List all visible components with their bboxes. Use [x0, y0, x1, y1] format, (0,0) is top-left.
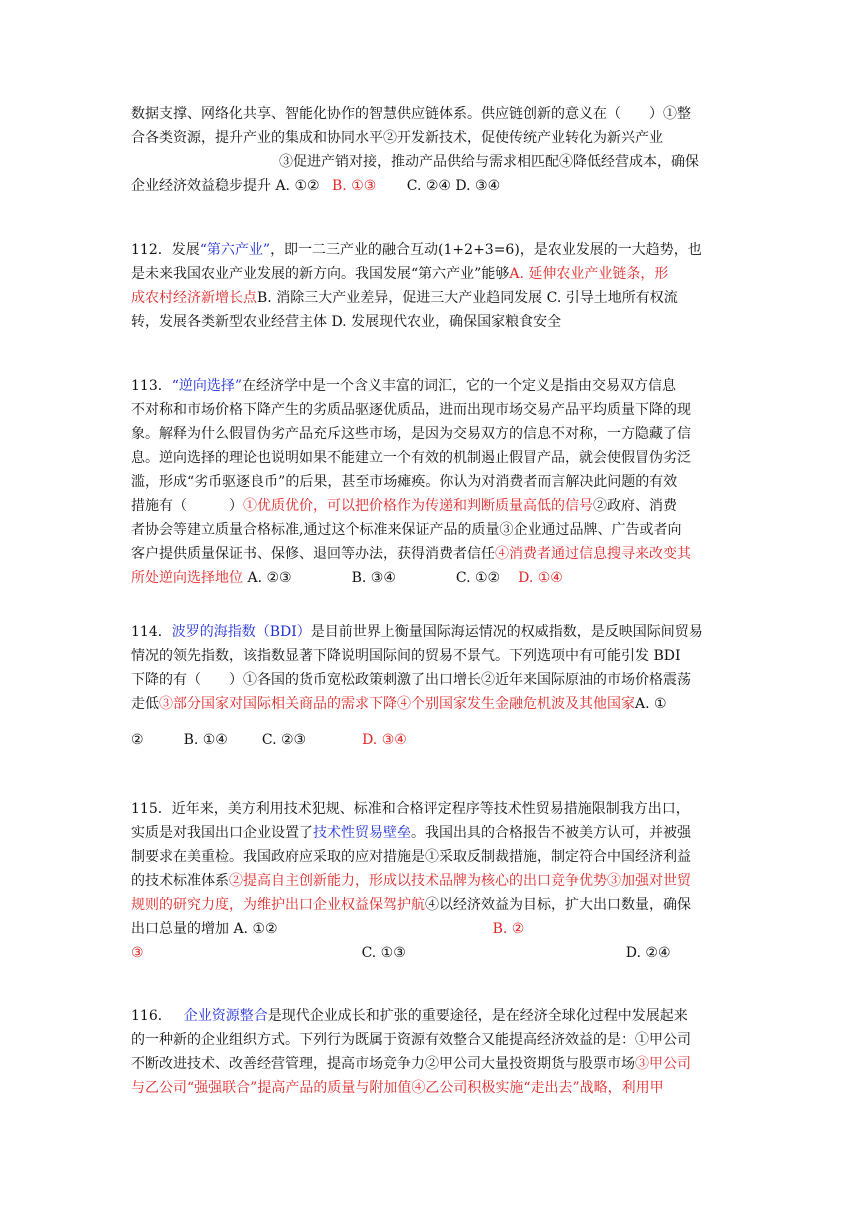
question-113-option-b: B. ③④: [351, 570, 396, 586]
question-113: [131, 374, 731, 590]
question-113-line-2: 不对称和市场价格下降产生的劣质品驱逐优质品，进而出现市场交易产品平均质量下降的现: [131, 402, 691, 418]
question-113-line-6: [131, 494, 731, 518]
question-114-option-b: B. ①④: [183, 732, 228, 748]
question-113-term: “逆向选择”: [171, 378, 243, 394]
question-112-term: “第六产业”: [199, 242, 271, 258]
question-113-line-4: 息。逆向选择的理论也说明如果不能建立一个有效的机制遏止假冒产品，就会使假冒伪劣泛: [131, 450, 691, 466]
question-115-line-4: [131, 869, 731, 893]
question-114-line-4: [131, 692, 731, 716]
question-111-answer-b: B. ①③: [332, 178, 377, 194]
question-114-option-a: A. ①: [635, 696, 667, 712]
question-113-choice-4: ④消费者通过信息搜寻来改变其: [495, 546, 691, 562]
question-113-choice-1: ①优质优价，可以把价格作为传递和判断质量高低的信号: [243, 498, 593, 514]
question-114-line-1: [131, 620, 731, 644]
question-113-option-c: C. ①②: [455, 570, 501, 586]
question-115: [131, 797, 731, 965]
question-113-answer-d: D. ①④: [518, 570, 563, 586]
question-112-number: 112．发展: [131, 242, 200, 258]
question-113-blank: 措施有（ ）: [131, 498, 243, 514]
question-113-number: 113．: [131, 378, 172, 394]
question-114-choice-3-4: ③部分国家对国际相关商品的需求下降④个别国家发生金融危机波及其他国家: [159, 696, 635, 712]
question-115-option-d: D. ②④: [625, 945, 671, 961]
question-115-choice-2-3: ②提高自主创新能力，形成以技术品牌为核心的出口竞争优势③加强对世贸: [229, 873, 691, 889]
question-111-line-3: ③促进产销对接，推动产品供给与需求相匹配④降低经营成本，确保: [279, 154, 699, 170]
question-113-option-a: A. ②③: [247, 570, 292, 586]
question-116-line-3: [131, 1052, 731, 1076]
question-113-choice-3: 客户提供质量保证书、保修、退回等办法，获得消费者信任: [131, 546, 495, 562]
question-116-line-4: 与乙公司“强强联合”提高产品的质量与附加值④乙公司积极实施“走出去”战略，利用甲: [131, 1080, 664, 1096]
question-116: [131, 1004, 731, 1100]
question-116-text: 是现代企业成长和扩张的重要途径，是在经济全球化过程中发展起来: [267, 1008, 688, 1024]
question-114-line-2: 情况的领先指数，该指数显著下降说明国际间的贸易不景气。下列选项中有可能引发 BDI: [131, 648, 681, 664]
question-115-line-5: [131, 893, 731, 917]
question-115-answer-b: B. ②: [492, 921, 525, 937]
question-112-line-2: [131, 262, 731, 286]
question-112-answer-a-cont: 成农村经济新增长点: [131, 290, 257, 306]
question-116-line-1: [131, 1004, 731, 1028]
question-113-line-1: [131, 374, 731, 398]
question-112: [131, 238, 731, 334]
question-114-choice-2-cont: 走低: [131, 696, 159, 712]
question-113-line-3: 象。解释为什么假冒伪劣产品充斥这些市场，是因为交易双方的信息不对称，一方隐藏了信: [131, 426, 691, 442]
question-115-choice-3-cont: 规则的研究力度，为维护出口企业权益保驾护航: [131, 897, 425, 913]
question-111-options-a: 企业经济效益稳步提升 A. ①②: [131, 178, 320, 194]
question-115-line-1: 115．近年来，美方利用技术犯规、标准和合格评定程序等技术性贸易措施限制我方出口，: [131, 801, 690, 817]
question-114-line-5: [131, 728, 731, 752]
question-114-option-a-cont: ②: [131, 732, 144, 748]
question-114-option-c: C. ②③: [261, 732, 307, 748]
question-111-line-1: 数据支撑、网络化共享、智能化协作的智慧供应链体系。供应链创新的意义在（ ）①整: [131, 106, 691, 122]
question-114-line-3: 下降的有（ ）①各国的货币宽松政策刺激了出口增长②近年来国际原油的市场价格震荡: [131, 672, 691, 688]
question-115-stem: 实质是对我国出口企业设置了: [131, 825, 313, 841]
question-112-stem: 是未来我国农业产业发展的新方向。我国发展“第六产业”能够: [131, 266, 510, 282]
question-112-options: B. 消除三大产业差异，促进三大产业趋同发展 C. 引导土地所有权流: [257, 290, 678, 306]
question-116-term: 企业资源整合: [183, 1008, 268, 1024]
question-113-text: 在经济学中是一个含义丰富的词汇，它的一个定义是指由交易双方信息: [242, 378, 677, 394]
question-114-number: 114．: [131, 624, 172, 640]
question-114-text: 是目前世界上衡量国际海运情况的权威指数，是反映国际间贸易: [310, 624, 703, 640]
question-114-term: 波罗的海指数（BDI）: [171, 624, 311, 640]
question-113-line-9: [131, 566, 731, 590]
question-115-line-2: [131, 821, 731, 845]
question-115-option-a: 出口总量的增加 A. ①②: [131, 921, 278, 937]
question-116-line-2: 的一种新的企业组织方式。下列行为既属于资源有效整合又能提高经济效益的是：①甲公司: [131, 1032, 691, 1048]
question-113-line-8: [131, 542, 731, 566]
question-114-answer-d: D. ③④: [362, 732, 407, 748]
question-111-options-cd: C. ②④ D. ③④: [406, 178, 501, 194]
question-114: [131, 620, 731, 752]
question-116-choice-1-2: 不断改进技术、改善经营管理，提高市场竞争力②甲公司大量投资期货与股票市场: [131, 1056, 635, 1072]
question-115-term: 技术性贸易壁垒: [313, 825, 411, 841]
question-116-choice-3: ③甲公司: [635, 1056, 691, 1072]
question-113-line-5: 滥，形成“劣币驱逐良币”的后果，甚至市场瘫痪。你认为对消费者而言解决此问题的有效: [131, 474, 678, 490]
question-116-number: 116．: [131, 1008, 172, 1024]
question-115-line-7: [131, 941, 731, 965]
question-112-answer-a: A. 延伸农业产业链条，形: [509, 266, 669, 282]
question-115-option-c: C. ①③: [361, 945, 406, 961]
question-115-choice-4: ④以经济效益为目标，扩大出口数量，确保: [425, 897, 691, 913]
question-115-choice-1-cont: 的技术标准体系: [131, 873, 229, 889]
question-113-line-7: 者协会等建立质量合格标准,通过这个标准来保证产品的质量③企业通过品牌、广告或者向: [131, 522, 682, 538]
question-111: [131, 102, 731, 198]
question-112-line-3: [131, 286, 731, 310]
question-112-text: ，即一二三产业的融合互动(1+2+3=6)，是农业发展的一大趋势，也: [270, 242, 702, 258]
question-112-line-4: 转，发展各类新型农业经营主体 D. 发展现代农业，确保国家粮食安全: [131, 314, 562, 330]
question-111-line-2: 合各类资源，提升产业的集成和协同水平②开发新技术，促使传统产业转化为新兴产业: [131, 130, 663, 146]
question-115-text: 。我国出具的合格报告不被美方认可，并被强: [411, 825, 691, 841]
question-111-line-4: [131, 174, 731, 198]
question-115-line-6: [131, 917, 731, 941]
question-113-choice-2: ②政府、消费: [593, 498, 677, 514]
question-112-line-1: [131, 238, 731, 262]
question-115-line-3: 制要求在美重检。我国政府应采取的应对措施是①采取反制裁措施，制定符合中国经济利益: [131, 849, 691, 865]
question-113-choice-4-cont: 所处逆向选择地位: [131, 570, 243, 586]
question-115-answer-b-cont: ③: [131, 945, 144, 961]
